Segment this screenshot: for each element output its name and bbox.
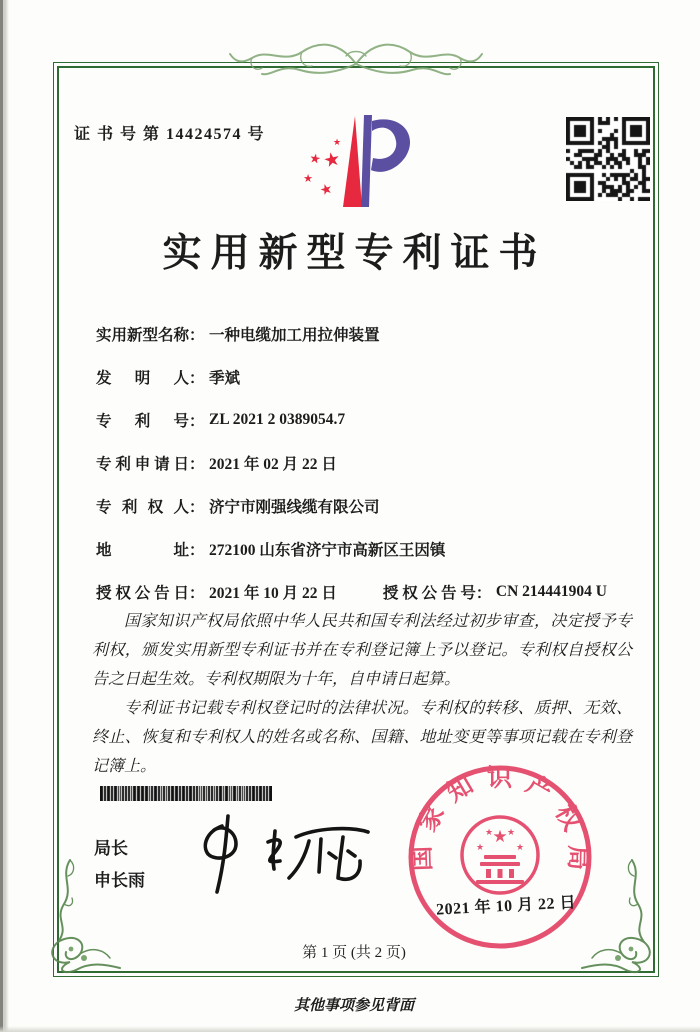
- national-emblem-icon: [462, 817, 538, 893]
- field-label: 专利申请日: [96, 455, 189, 473]
- field-value: 272100 山东省济宁市高新区王因镇: [209, 541, 446, 559]
- svg-text:★: ★: [475, 843, 485, 853]
- field-grant-date-and-number: 授权公告日 ： 2021 年 10 月 22 日 授权公告号 ： CN 214441904 U: [96, 582, 607, 602]
- field-label: 地址: [96, 541, 189, 559]
- svg-text:★: ★: [492, 827, 508, 847]
- field-label: 专利号: [96, 412, 189, 430]
- field-label: 授权公告号: [382, 584, 476, 602]
- legal-paragraph-2: 专利证书记载专利权登记时的法律状况。专利权的转移、质押、无效、终止、恢复和专利权人的姓名或名称、国籍、地址变更等事项记载在专利登记簿上。: [92, 700, 632, 775]
- field-filing-date: 专利申请日 ： 2021 年 02 月 22 日: [96, 441, 626, 484]
- certificate-fields: [96, 312, 626, 613]
- field-label: 发明人: [96, 369, 189, 387]
- field-inventor: 发明人 ： 季斌: [96, 355, 626, 398]
- field-value: 一种电缆加工用拉伸装置: [209, 326, 380, 344]
- svg-text:★: ★: [506, 828, 516, 838]
- barcode: [100, 786, 272, 801]
- field-label: 专利权人: [96, 498, 189, 516]
- back-side-note: 其他事项参见背面: [293, 998, 414, 1014]
- director-signature: [192, 810, 382, 898]
- field-value: ZL 2021 2 0389054.7: [209, 410, 346, 428]
- field-value: 2021 年 02 月 22 日: [209, 455, 337, 473]
- certificate-number: 证 书 号 第 14424574 号: [74, 126, 266, 143]
- scan-edge-shadow: [0, 0, 9, 1032]
- certificate-title: 实用新型专利证书: [162, 232, 547, 275]
- field-patentee: 专利权人 ： 济宁市刚强线缆有限公司: [96, 484, 626, 527]
- field-value: 济宁市刚强线缆有限公司: [209, 498, 380, 516]
- svg-text:★: ★: [317, 180, 335, 200]
- page-indicator: 第 1 页 (共 2 页): [302, 945, 406, 961]
- field-value: CN 214441904 U: [495, 582, 607, 600]
- field-label: 授权公告日: [96, 584, 189, 602]
- signer-name: 申长雨: [94, 871, 145, 890]
- official-seal: [405, 762, 595, 952]
- field-label: 实用新型名称: [96, 326, 190, 344]
- field-value: 2021 年 10 月 22 日: [209, 584, 337, 602]
- legal-statement: [92, 607, 632, 781]
- field-address: 地址 ： 272100 山东省济宁市高新区王因镇: [96, 527, 626, 570]
- field-value: 季斌: [209, 369, 241, 387]
- svg-text:★: ★: [307, 151, 322, 168]
- seal-ring-text: 国家知识产权局: [408, 764, 592, 872]
- seal-date: 2021 年 10 月 22 日: [435, 894, 577, 919]
- svg-text:★: ★: [332, 138, 342, 148]
- svg-text:★: ★: [321, 147, 343, 173]
- svg-text:★: ★: [515, 843, 525, 853]
- svg-text:★: ★: [484, 828, 494, 838]
- field-utility-model-name: 实用新型名称 ： 一种电缆加工用拉伸装置: [96, 312, 626, 355]
- signer-block: [94, 833, 145, 897]
- cnipa-patent-logo-icon: [292, 108, 426, 216]
- legal-paragraph-1: 国家知识产权局依照中华人民共和国专利法经过初步审查，决定授予专利权，颁发实用新型专利证书并在专利登记簿上予以登记。专利权自授权公告之日起生效。专利权期限为十年，自申请日起算。: [92, 613, 632, 688]
- field-patent-number: 专利号 ： ZL 2021 2 0389054.7: [96, 410, 346, 430]
- svg-text:★: ★: [303, 172, 313, 185]
- field-grant-number: 授权公告号 ： CN 214441904 U: [382, 582, 607, 602]
- scan-edge-shadow-bottom: [0, 1026, 700, 1032]
- qr-code: [566, 117, 650, 201]
- signer-title: 局长: [94, 839, 128, 858]
- top-flourish-ornament: [228, 12, 484, 90]
